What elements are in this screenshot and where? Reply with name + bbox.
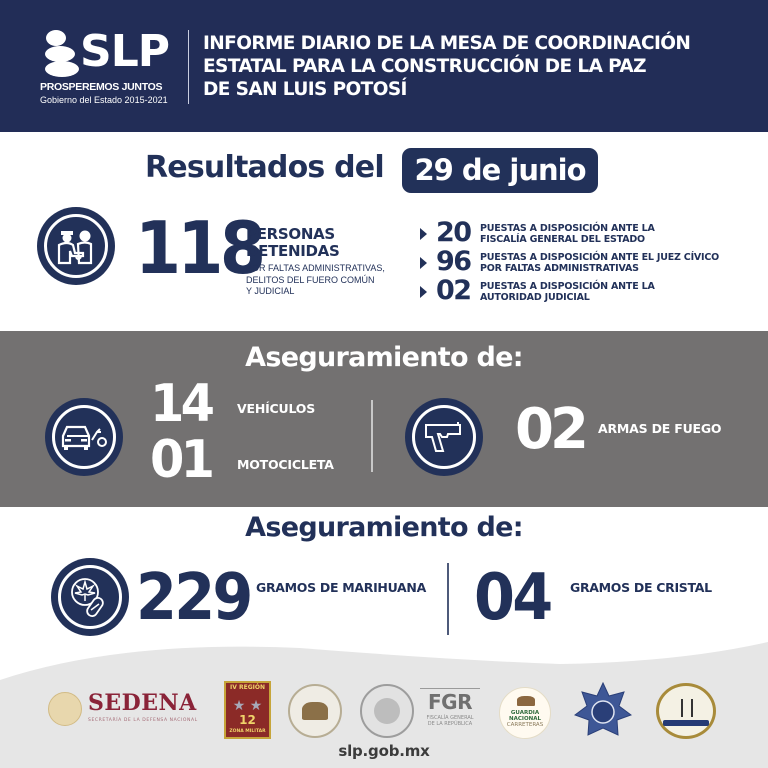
detained-desc-line-2: DELITOS DEL FUERO COMÚN bbox=[246, 274, 375, 285]
guardia-nacional-carreteras-logo bbox=[499, 687, 551, 739]
breakdown-count: 96 bbox=[436, 246, 471, 277]
report-title-line-3: DE SAN LUIS POTOSÍ bbox=[203, 79, 407, 100]
motorcycles-count: 01 bbox=[150, 430, 212, 490]
date-badge: 29 de junio bbox=[402, 148, 598, 193]
cannabis-pill-icon bbox=[51, 558, 129, 636]
detained-count: 118 bbox=[135, 206, 263, 290]
report-title bbox=[203, 32, 763, 101]
breakdown-text-line: PUESTAS A DISPOSICIÓN ANTE LA bbox=[480, 281, 655, 292]
stars-icon: ★ ★ bbox=[232, 698, 263, 714]
vehicles-count: 14 bbox=[150, 374, 212, 434]
motorcycles-label: MOTOCICLETA bbox=[237, 457, 334, 472]
marijuana-label: GRAMOS DE MARIHUANA bbox=[256, 580, 426, 595]
zona-militar-subtitle: ZONA MILITAR bbox=[229, 729, 266, 734]
mexico-seal-icon bbox=[48, 692, 82, 726]
guardia-nacional-seal bbox=[288, 684, 342, 738]
header-banner bbox=[0, 0, 768, 132]
breakdown-text-line: AUTORIDAD JUDICIAL bbox=[480, 292, 590, 303]
breakdown-text-line: PUESTAS A DISPOSICIÓN ANTE EL JUEZ CÍVICO bbox=[480, 252, 720, 263]
detained-desc-line-3: Y JUDICIAL bbox=[246, 286, 295, 296]
breakdown-text-line: FISCALÍA GENERAL DEL ESTADO bbox=[480, 234, 645, 245]
fgr-wordmark: FGR bbox=[428, 690, 472, 714]
triangle-bullet-icon bbox=[420, 286, 427, 298]
breakdown-item bbox=[418, 246, 768, 278]
fgr-logo bbox=[420, 688, 480, 734]
triangle-bullet-icon bbox=[420, 257, 427, 269]
fgr-subtitle bbox=[420, 715, 480, 727]
sedena-subtitle: SECRETARÍA DE LA DEFENSA NACIONAL bbox=[88, 718, 198, 723]
triangle-bullet-icon bbox=[420, 228, 427, 240]
breakdown-text bbox=[480, 281, 655, 303]
breakdown-text bbox=[480, 252, 719, 274]
slp-logo-mark-icon bbox=[40, 28, 84, 78]
firearms-label: ARMAS DE FUEGO bbox=[598, 421, 722, 436]
firearms-count: 02 bbox=[515, 397, 585, 462]
gn-text-line: GUARDIA bbox=[510, 710, 540, 716]
detained-description bbox=[246, 263, 385, 298]
zona-militar-region: IV REGIÓN bbox=[230, 684, 265, 691]
website-link[interactable]: slp.gob.mx bbox=[338, 742, 430, 760]
report-title-line-1: INFORME DIARIO DE LA MESA DE COORDINACIÓN bbox=[203, 33, 691, 54]
results-heading: Resultados del bbox=[145, 150, 384, 185]
marijuana-count: 229 bbox=[136, 561, 251, 635]
gn-text-line: NACIONAL bbox=[509, 716, 541, 722]
breakdown-text-line: PUESTAS A DISPOSICIÓN ANTE LA bbox=[480, 223, 655, 234]
breakdown-text bbox=[480, 223, 655, 245]
logo-tagline: PROSPEREMOS JUNTOS bbox=[40, 81, 163, 93]
gn-carreteras-text bbox=[500, 710, 550, 728]
breakdown-item bbox=[418, 217, 768, 249]
pistol-icon bbox=[405, 398, 483, 476]
breakdown-count: 20 bbox=[436, 217, 471, 248]
logo-wordmark: SLP bbox=[80, 26, 169, 77]
sedena-wordmark: SEDENA bbox=[88, 690, 197, 716]
detained-label-line-1: PERSONAS bbox=[246, 225, 335, 243]
breakdown-text-line: POR FALTAS ADMINISTRATIVAS bbox=[480, 263, 639, 274]
seal-ribbon bbox=[663, 720, 709, 726]
eagle-icon bbox=[374, 698, 400, 724]
vehicles-label: VEHÍCULOS bbox=[237, 401, 315, 416]
arrest-icon bbox=[37, 207, 115, 285]
fgr-subtitle-line: FISCALÍA GENERAL bbox=[426, 715, 474, 721]
detained-desc-line-1: POR FALTAS ADMINISTRATIVAS, bbox=[246, 263, 385, 273]
eagle-icon bbox=[517, 696, 535, 706]
fgr-subtitle-line: DE LA REPÚBLICA bbox=[427, 721, 473, 727]
fiscalia-estado-seal bbox=[656, 683, 716, 739]
breakdown-item bbox=[418, 275, 768, 307]
crystal-label: GRAMOS DE CRISTAL bbox=[570, 580, 712, 595]
detained-label bbox=[246, 226, 339, 260]
detained-label-line-2: DETENIDAS bbox=[246, 242, 340, 260]
drugs-heading: Aseguramiento de: bbox=[245, 512, 523, 543]
car-motorcycle-icon bbox=[45, 398, 123, 476]
partner-logos bbox=[0, 678, 768, 748]
report-title-line-2: ESTATAL PARA LA CONSTRUCCIÓN DE LA PAZ bbox=[203, 56, 646, 77]
vehicles-weapons-heading: Aseguramiento de: bbox=[245, 342, 523, 373]
crystal-count: 04 bbox=[474, 561, 551, 635]
scales-of-justice-icon bbox=[681, 699, 693, 717]
state-police-badge bbox=[574, 682, 632, 740]
breakdown-count: 02 bbox=[436, 275, 471, 306]
header-divider bbox=[188, 30, 189, 104]
eagle-icon bbox=[302, 702, 328, 720]
detained-breakdown-list bbox=[418, 217, 768, 307]
zona-militar-number: 12 bbox=[239, 713, 256, 727]
slp-logo bbox=[40, 28, 180, 118]
zona-militar-logo bbox=[224, 681, 271, 739]
sedena-logo bbox=[48, 690, 208, 730]
police-star-icon bbox=[574, 682, 632, 740]
section-divider bbox=[447, 563, 449, 635]
gn-text-line: CARRETERAS bbox=[506, 722, 544, 728]
mexico-coat-of-arms-seal bbox=[360, 684, 414, 738]
logo-subtitle: Gobierno del Estado 2015-2021 bbox=[40, 95, 168, 105]
section-divider bbox=[371, 400, 373, 472]
